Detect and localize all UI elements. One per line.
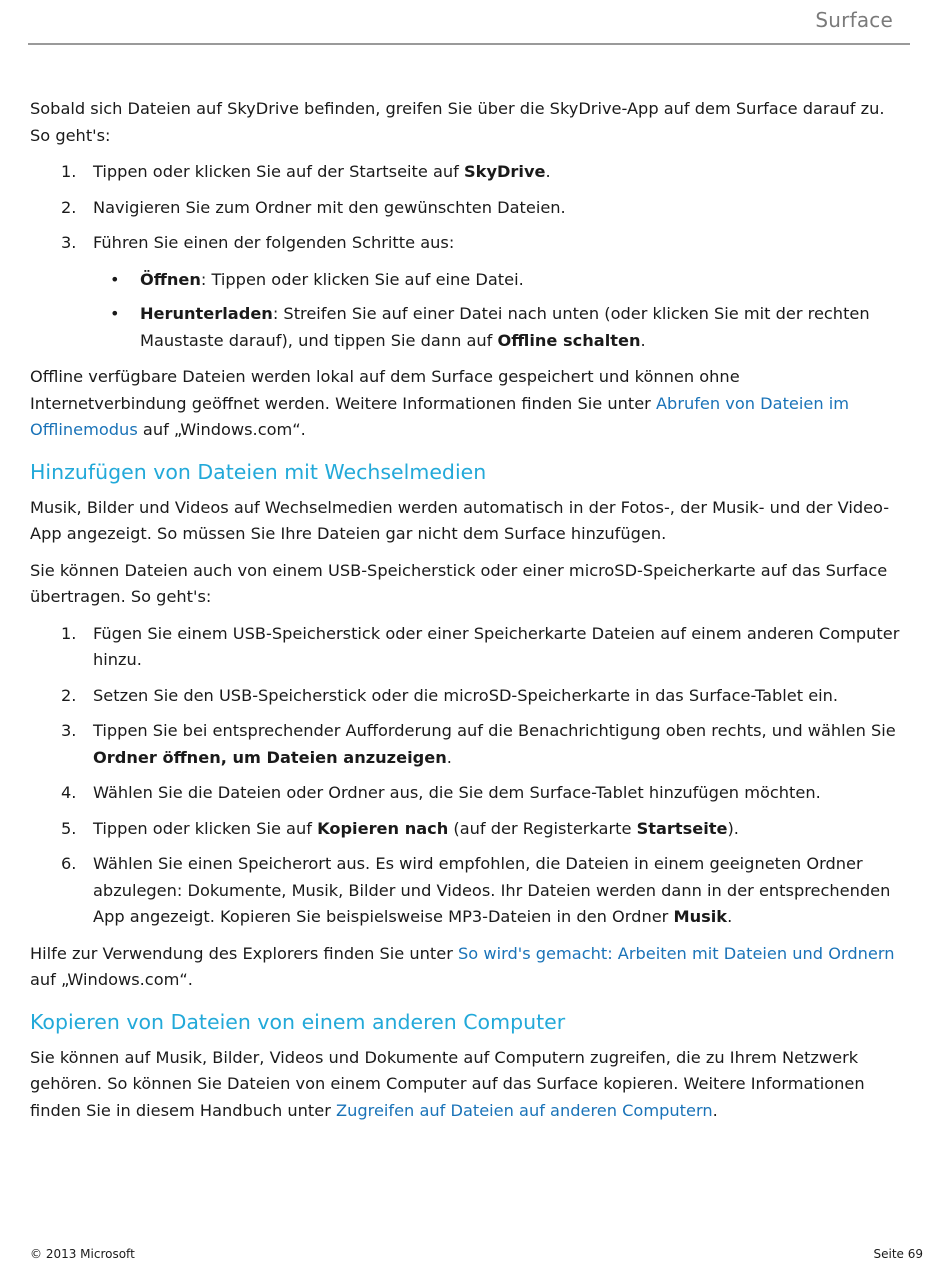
- footer-copyright: © 2013 Microsoft: [30, 1247, 135, 1261]
- list-item: [30, 780, 900, 807]
- header-divider: [28, 43, 910, 45]
- action-bullets-list: [30, 267, 900, 355]
- step-number: 3.: [61, 721, 77, 740]
- section-heading-copy-from-computer: Kopieren von Dateien von einem anderen Computer: [30, 1009, 566, 1034]
- step-text: Wählen Sie einen Speicherort aus. Es wird empfohlen, die Dateien in einem geeigneten Ordner abzulegen: Dokumente, Musik, Bilder und Videos. Ihr Dateien werden dann in der entsprechenden App angezeigt. Kopieren Sie beispielsweise MP3-Dateien in den Ordner: [93, 854, 891, 926]
- usb-steps-list: [30, 621, 900, 931]
- bullet-bold-text: Öffnen: [140, 269, 201, 289]
- bullet-icon: •: [110, 269, 120, 289]
- page-content: [30, 96, 900, 1134]
- step-bold-text: SkyDrive: [464, 162, 546, 181]
- step-bold-text-2: Startseite: [636, 818, 728, 838]
- step-text: Setzen Sie den USB-Speicherstick oder die microSD-Speicherkarte in das Surface-Tablet ein.: [93, 685, 839, 705]
- step-text-end: .: [446, 747, 452, 767]
- step-number: 1.: [61, 162, 77, 181]
- step-text: Tippen oder klicken Sie auf: [93, 818, 318, 838]
- help-text: Hilfe zur Verwendung des Explorers finden Sie unter: [30, 943, 459, 963]
- bullet-text: : Streifen Sie auf einer Datei nach unten (oder klicken Sie mit der rechten Maustaste darauf), und tippen Sie dann auf: [140, 304, 870, 350]
- step-number: 3.: [61, 233, 77, 252]
- offline-mode-link[interactable]: Abrufen von Dateien im Offlinemodus: [30, 393, 850, 439]
- offline-paragraph: [30, 364, 900, 444]
- header-brand: Surface: [815, 8, 893, 32]
- step-number: 1.: [61, 623, 77, 643]
- section-heading-removable-media: Hinzufügen von Dateien mit Wechselmedien: [30, 459, 487, 484]
- bullet-bold-text: Herunterladen: [140, 304, 273, 323]
- list-item: [30, 195, 900, 222]
- list-item: [30, 230, 900, 257]
- step-text-end: .: [727, 907, 733, 926]
- list-item: [30, 267, 900, 294]
- step-text-end: .: [545, 162, 551, 181]
- step-text: Navigieren Sie zum Ordner mit den gewünschten Dateien.: [93, 197, 566, 217]
- offline-text: Offline verfügbare Dateien werden lokal auf dem Surface gespeichert und können ohne Internetverbindung geöffnet werden. Weitere Informationen finden Sie unter: [30, 367, 740, 413]
- step-text-mid: (auf der Registerkarte: [448, 818, 637, 838]
- help-text-end: auf „Windows.com“.: [30, 970, 193, 989]
- step-text-end: ).: [727, 818, 739, 838]
- removable-media-paragraph-2: Sie können Dateien auch von einem USB-Speicherstick oder einer microSD-Speicherkarte auf das Surface übertragen. So geht's:: [30, 560, 888, 606]
- step-text: Tippen oder klicken Sie auf der Startseite auf: [93, 162, 465, 181]
- removable-media-paragraph-1: Musik, Bilder und Videos auf Wechselmedien werden automatisch in der Fotos-, der Musik- und der Video-App angezeigt. So müssen Sie Ihre Dateien gar nicht dem Surface hinzufügen.: [30, 497, 890, 543]
- explorer-help-paragraph: [30, 941, 900, 994]
- list-item: [30, 621, 900, 674]
- step-text: Fügen Sie einem USB-Speicherstick oder einer Speicherkarte Dateien auf einem anderen Computer hinzu.: [93, 623, 900, 669]
- network-paragraph: [30, 1045, 900, 1125]
- list-item: [30, 683, 900, 710]
- step-text: Tippen Sie bei entsprechender Aufforderung auf die Benachrichtigung oben rechts, und wählen Sie: [93, 721, 896, 740]
- list-item: [30, 816, 900, 843]
- other-computers-link[interactable]: Zugreifen auf Dateien auf anderen Computern: [336, 1100, 713, 1120]
- network-text: Sie können auf Musik, Bilder, Videos und Dokumente auf Computern zugreifen, die zu Ihrem Netzwerk gehören. So können Sie Dateien von einem Computer auf das Surface kopieren. Weitere Informationen finden Sie in diesem Handbuch unter: [30, 1047, 865, 1120]
- network-text-end: .: [712, 1100, 718, 1120]
- step-text: Führen Sie einen der folgenden Schritte aus:: [93, 233, 455, 252]
- step-number: 2.: [61, 685, 77, 705]
- bullet-text: : Tippen oder klicken Sie auf eine Datei.: [200, 269, 524, 289]
- step-number: 6.: [61, 854, 77, 873]
- step-bold-text: Kopieren nach: [317, 818, 449, 838]
- files-folders-link[interactable]: So wird's gemacht: Arbeiten mit Dateien und Ordnern: [458, 943, 895, 963]
- step-text: Wählen Sie die Dateien oder Ordner aus, die Sie dem Surface-Tablet hinzufügen möchten.: [93, 783, 821, 802]
- step-number: 2.: [61, 197, 77, 217]
- list-item: [30, 301, 900, 354]
- bullet-icon: •: [110, 304, 120, 323]
- step-bold-text: Ordner öffnen, um Dateien anzuzeigen: [93, 747, 447, 767]
- intro-paragraph: Sobald sich Dateien auf SkyDrive befinden, greifen Sie über die SkyDrive-App auf dem Surface darauf zu. So geht's:: [30, 99, 885, 145]
- list-item: [30, 159, 900, 186]
- step-bold-text: Musik: [673, 907, 728, 926]
- footer-page-number: Seite 69: [873, 1247, 923, 1261]
- list-item: [30, 851, 900, 931]
- step-number: 4.: [61, 783, 77, 802]
- step-number: 5.: [61, 818, 77, 838]
- offline-text-end: auf „Windows.com“.: [137, 420, 306, 439]
- bullet-text-end: .: [640, 330, 646, 350]
- list-item: [30, 718, 900, 771]
- skydrive-steps-list: [30, 159, 900, 257]
- bullet-bold-text-2: Offline schalten: [497, 330, 641, 350]
